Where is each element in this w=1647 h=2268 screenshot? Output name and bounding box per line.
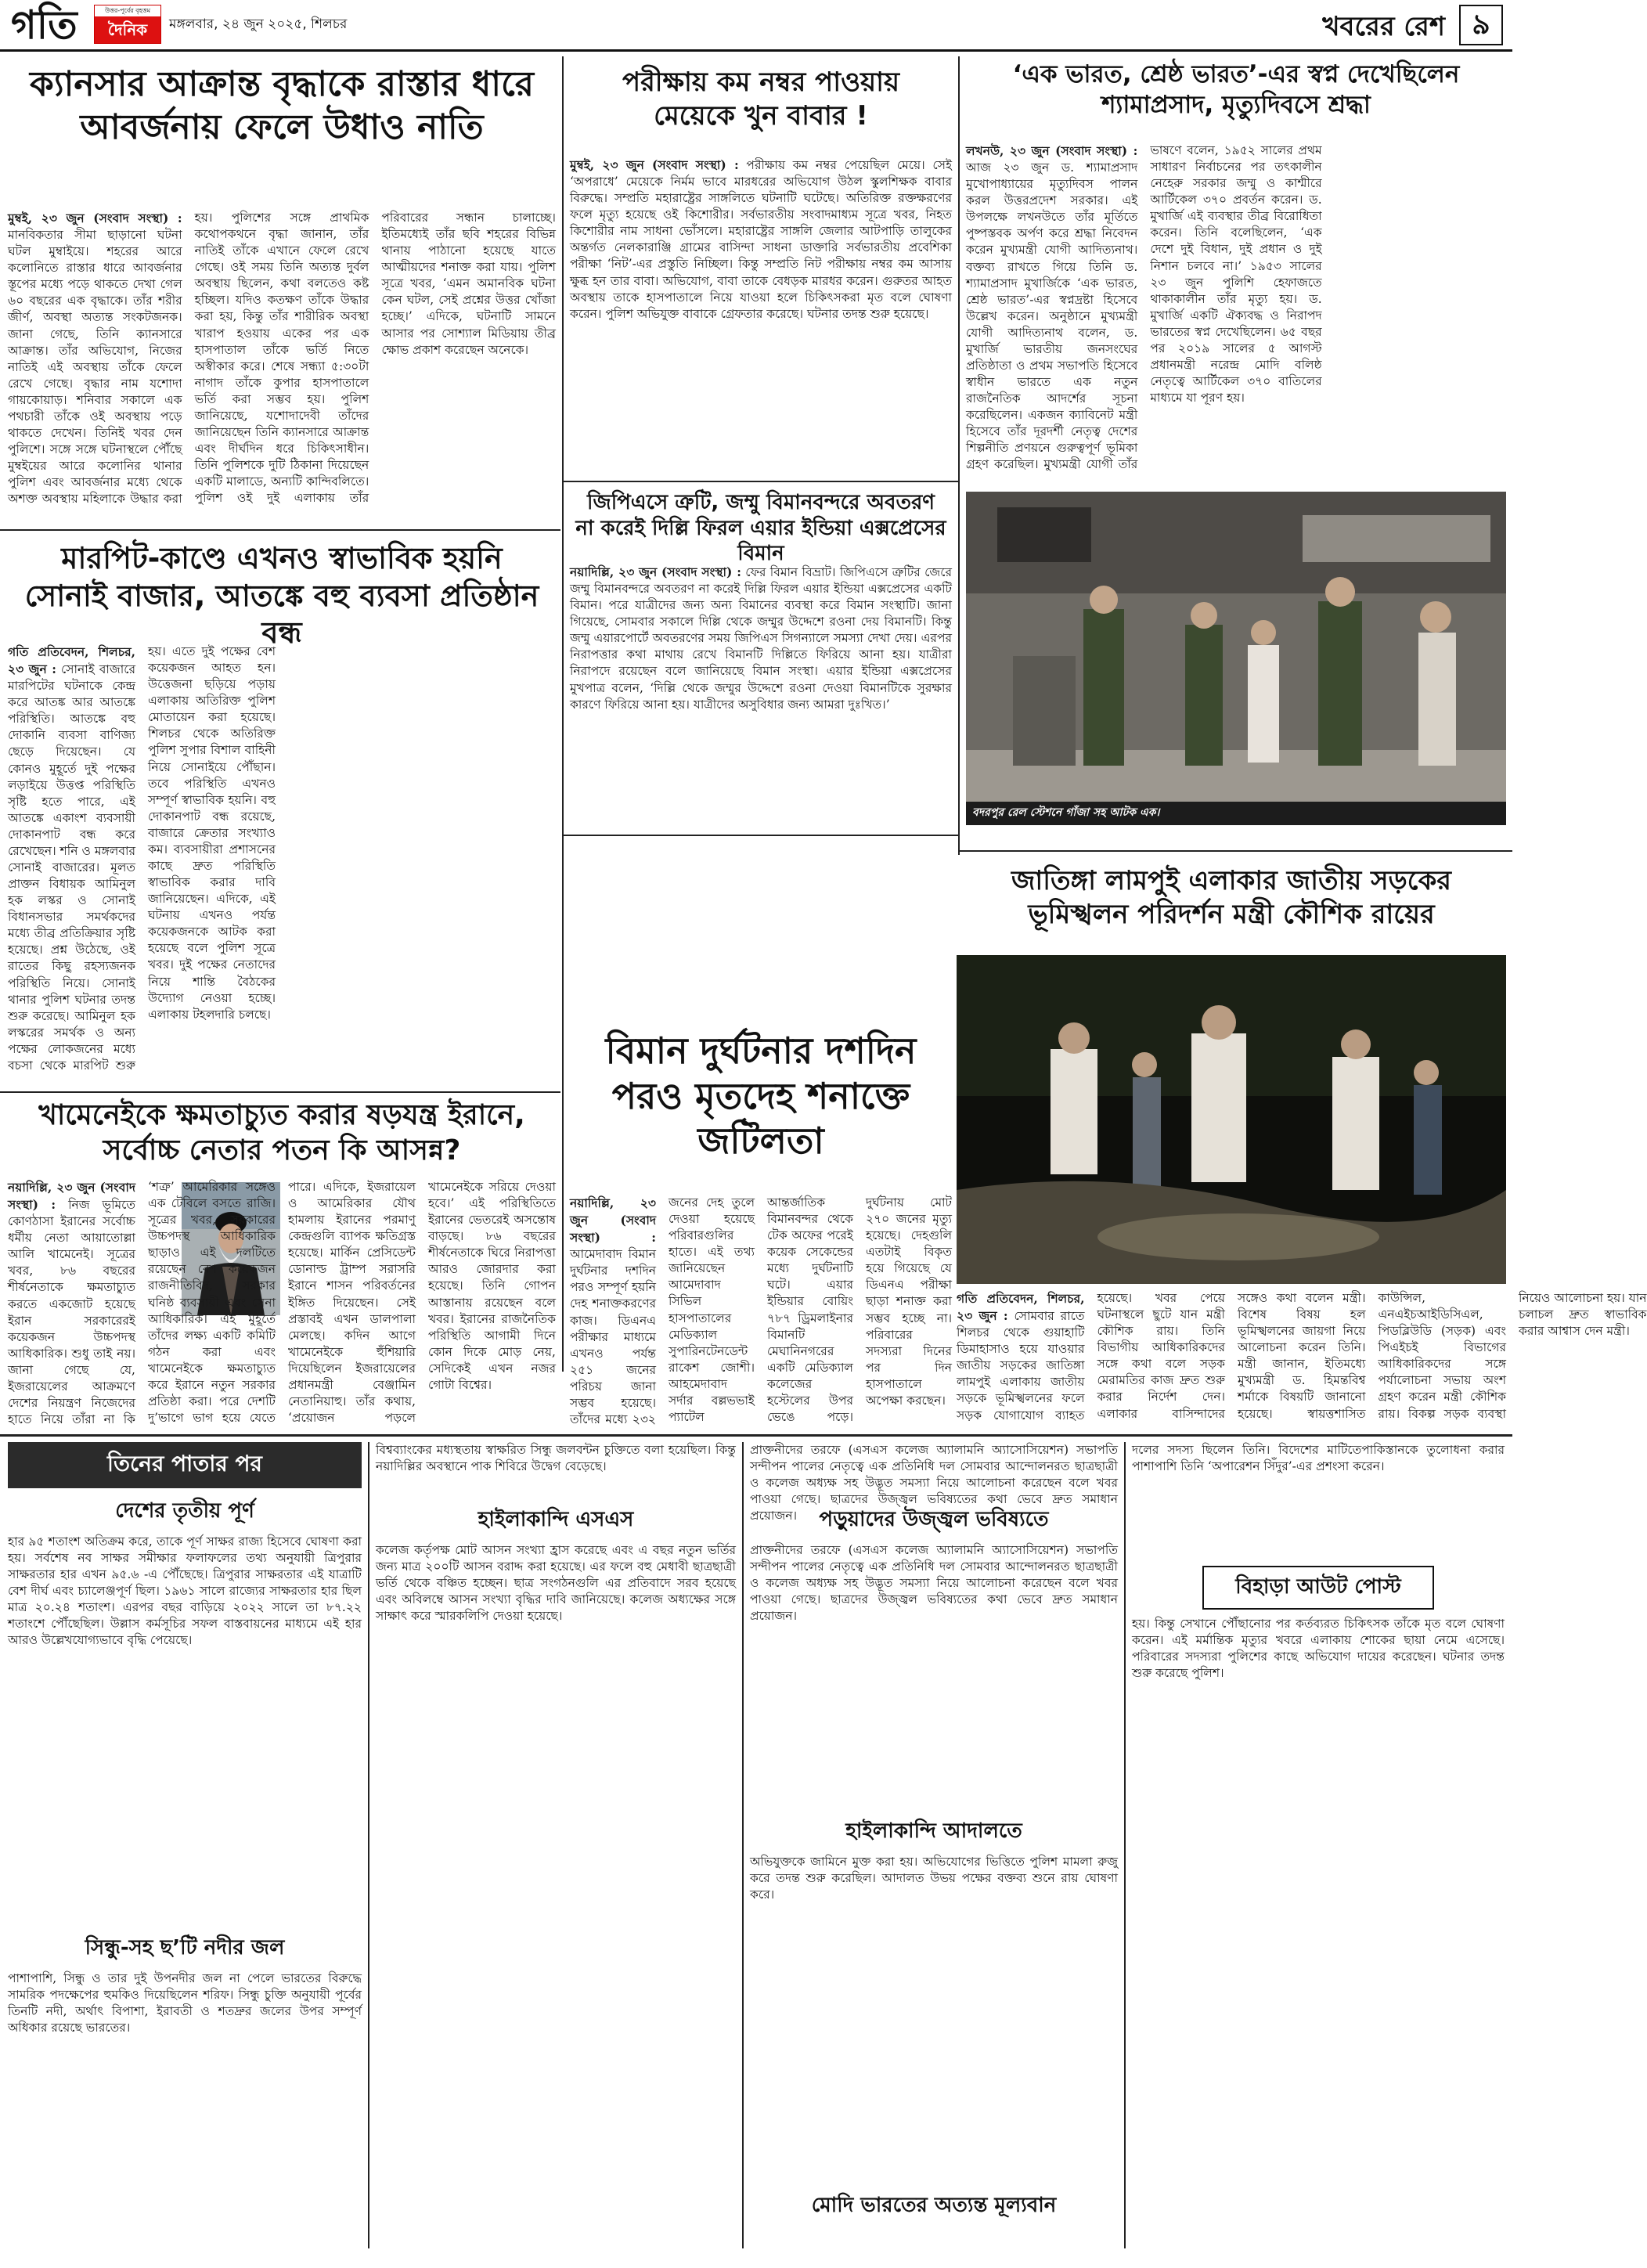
logo-badge [94, 5, 161, 44]
body-text: আমেদাবাদ বিমান দুর্ঘটনার দশদিন পরও সম্পূর্ণ হয়নি দেহ শনাক্তকরণের কাজ। ডিএনএ পরীক্ষার মাধ্যমে এখনও পর্যন্ত ২৫১ জনের পরিচয় জানা সম্ভব হয়েছে। তাঁদের মধ্যে ২৩২ জনের দেহ তুলে দেওয়া হয়েছে পরিবারগুলির হাতে। এই তথ্য জানিয়েছেন আমেদাবাদ সিভিল হাসপাতালের মেডিক্যাল সুপারিনটেনডেন্ট রাকেশ জোশী। আহমেদাবাদ সর্দার বল্লভভাই প্যাটেল আন্তর্জাতিক বিমানবন্দর থেকে টেক অফের পরেই কয়েক সেকেন্ডের মধ্যে দুর্ঘটনাটি ঘটে। এয়ার ইন্ডিয়ার বোয়িং ৭৮৭ ড্রিমলাইনার বিমানটি মেঘানিনগরের একটি মেডিক্যাল কলেজের হস্টেলের উপর ভেঙে পড়ে। দুর্ঘটনায় মোট ২৭০ জনের মৃত্যু হয়েছে। দেহগুলি এতটাই বিকৃত হয়ে গিয়েছে যে ডিএনএ পরীক্ষা ছাড়া শনাক্ত করা সম্ভব হচ্ছে না। পরিবারের সদস্যরা দিনের পর দিন হাসপাতালে অপেক্ষা করছেন। [570, 1195, 952, 1427]
dateline: নয়াদিল্লি, ২৩ জুন (সংবাদ সংস্থা) : [570, 1195, 656, 1246]
subhead: সিন্ধু-সহ ছ’টি নদীর জল [85, 1936, 285, 1960]
masthead [0, 0, 1512, 52]
body-text: দলের সদস্য ছিলেন তিনি। বিদেশের মাটিতেপাকিস্তানকে তুলোধনা করার পাশাপাশি তিনি ‘অপারেশন সিঁদুর’-এর প্রশংসা করেন। [1132, 1443, 1505, 1474]
body-text: প্রাক্তনীদের তরফে (এসএস কলেজ অ্যালামনি অ্যাসোসিয়েশন) সভাপতি সন্দীপন পালের নেতৃত্বে এক প্রতিনিধি দল সোমবার আন্দোলনরত ছাত্রছাত্রী ও কলেজ অধ্যক্ষ সহ উদ্ভূত সমস্যা নিয়ে আলোচনা করেছেন বলে খবর পাওয়া গেছে। ছাত্রদের উজ্জ্বল ভবিষ্যতের কথা ভেবে দ্রুত সমাধান প্রয়োজন। [750, 1543, 1118, 1624]
body-text: কলেজ কর্তৃপক্ষ মোট আসন সংখ্যা হ্রাস করেছে এবং এ বছর নতুন ভর্তির জন্য মাত্র ২০০টি আসন বরাদ্দ করা হয়েছে। এর ফলে বহু মেধাবী ছাত্রছাত্রী ভর্তি থেকে বঞ্চিত হচ্ছেন। ছাত্র সংগঠনগুলি এর প্রতিবাদে সরব হয়েছে এবং অবিলম্বে আসন সংখ্যা বৃদ্ধির দাবি জানিয়েছে। কলেজ অধ্যক্ষের সঙ্গে সাক্ষাৎ করে স্মারকলিপি দেওয়া হয়েছে। [376, 1543, 736, 1624]
dateline: মুম্বই, ২৩ জুন (সংবাদ সংস্থা) : [570, 157, 739, 172]
article-body [966, 142, 1506, 487]
body-text: সোনাই বাজারে মারপিটের ঘটনাকে কেন্দ্র করে আতঙ্ক আর আতঙ্কে পরিস্থিতি। আতঙ্কে বহু দোকানি ব্যবসা বাণিজ্য ছেড়ে দিয়েছেন। যে কোনও মুহূর্তে দুই পক্ষের লড়াইয়ে উত্তপ্ত পরিস্থিতি সৃষ্টি হতে পারে, এই আতঙ্কে একাংশ ব্যবসায়ী দোকানপাট বন্ধ করে রেখেছেন। শনি ও মঙ্গলবার সোনাই বাজারের। মূলত প্রাক্তন বিধায়ক আমিনুল হক লস্কর ও সোনাই বিধানসভার সমর্থকদের মধ্যে তীব্র প্রতিক্রিয়ার সৃষ্টি হয়েছে। প্রশ্ন উঠেছে, ওই রাতের কিছু রহস্যজনক পরিস্থিতি নিয়ে। সোনাই থানার পুলিশ ঘটনার তদন্ত শুরু করেছে। আমিনুল হক লস্করের সমর্থক ও অন্য পক্ষের লোকজনের মধ্যে বচসা থেকে মারপিট শুরু হয়। এতে দুই পক্ষের বেশ কয়েকজন আহত হন। উত্তেজনা ছড়িয়ে পড়ায় এলাকায় অতিরিক্ত পুলিশ মোতায়েন করা হয়েছে। শিলচর থেকে অতিরিক্ত পুলিশ সুপার বিশাল বাহিনী নিয়ে সোনাইয়ে পৌঁছান। তবে পরিস্থিতি এখনও সম্পূর্ণ স্বাভাবিক হয়নি। বহু দোকানপাট বন্ধ রয়েছে, বাজারে ক্রেতার সংখ্যাও কম। ব্যবসায়ীরা প্রশাসনের কাছে দ্রুত পরিস্থিতি স্বাভাবিক করার দাবি জানিয়েছেন। এদিকে, এই ঘটনায় এখনও পর্যন্ত কয়েকজনকে আটক করা হয়েছে বলে পুলিশ সূত্রে খবর। দুই পক্ষের নেতাদের নিয়ে শান্তি বৈঠকের উদ্যোগ নেওয়া হচ্ছে। এলাকায় টহলদারি চলছে। [8, 644, 276, 1073]
article-sonai-market [8, 534, 556, 1090]
continuation-col-3 [750, 1442, 1118, 2248]
page-number: ৯ [1459, 5, 1503, 45]
subhead: মোদি ভারতের অত্যন্ত মূল্যবান [811, 2194, 1057, 2217]
body-text: হয়। কিন্তু সেখানে পৌঁছানোর পর কর্তব্যরত চিকিৎসক তাঁকে মৃত বলে ঘোষণা করেন। এই মর্মান্তিক মৃত্যুর খবরে এলাকায় শোকের ছায়া নেমে এসেছে। পরিবারের সদস্যরা পুলিশের কাছে অভিযোগ দায়ের করেছেন। ঘটনার তদন্ত শুরু করেছে পুলিশ। [1132, 1617, 1505, 1681]
dateline: নয়াদিল্লি, ২৩ জুন (সংবাদ সংস্থা) : [8, 1180, 135, 1213]
body-text: অভিযুক্তকে জামিনে মুক্ত করা হয়। অভিযোগের ভিত্তিতে পুলিশ মামলা রুজু করে তদন্ত শুরু করেছিল। আদালত উভয় পক্ষের বক্তব্য শুনে রায় ঘোষণা করে। [750, 1855, 1118, 1902]
subhead: পড়ুয়াদের উজ্জ্বল ভবিষ্যতে [819, 1508, 1049, 1531]
body-text: মানবিকতার সীমা ছাড়ানো ঘটনা ঘটল মুম্বাইয়ে। শহরের আরে কলোনিতে রাস্তার ধারে আবর্জনার স্তূপের মধ্যে পড়ে থাকতে দেখা গেল ৬০ বছরের এক বৃদ্ধাকে। তাঁর শরীর জীর্ণ, অবস্থা অত্যন্ত সংকটজনক। জানা গেছে, তিনি ক্যানসারে আক্রান্ত। তাঁর অভিযোগ, নিজের নাতিই এই অবস্থায় তাঁকে ফেলে রেখে গেছে। বৃদ্ধার নাম যশোদা গায়কোয়াড়। শনিবার সকালে এক পথচারী তাঁকে ওই অবস্থায় পড়ে থাকতে দেখেন। তিনিই খবর দেন পুলিশে। সঙ্গে সঙ্গে ঘটনাস্থলে পৌঁছে মুম্বইয়ের আরে কলোনির থানার পুলিশ এবং আবর্জনার মধ্যে থেকে অশক্ত অবস্থায় মহিলাকে উদ্ধার করা হয়। পুলিশের সঙ্গে প্রাথমিক কথোপকথনে বৃদ্ধা জানান, তাঁর নাতিই তাঁকে এখানে ফেলে রেখে গেছে। ওই সময় তিনি অত্যন্ত দুর্বল অবস্থায় ছিলেন, কথা বলতেও কষ্ট হচ্ছিল। যদিও কতক্ষণ তাঁকে উদ্ধার করা হয়, কিন্তু তাঁর শারীরিক অবস্থা খারাপ হওয়ায় একের পর এক হাসপাতাল তাঁকে ভর্তি নিতে অস্বীকার করে। শেষে সন্ধ্যা ৫:৩০টা নাগাদ তাঁকে কুপার হাসপাতালে ভর্তি করা সম্ভব হয়। পুলিশ জানিয়েছে, যশোদাদেবী তাঁদের জানিয়েছেন তিনি ক্যানসারে আক্রান্ত এবং দীর্ঘদিন ধরে চিকিৎসাধীন। তিনি পুলিশকে দুটি ঠিকানা দিয়েছেন একটি মালাডে, অন্যটি কান্দিবলিতে। পুলিশ ওই দুই এলাকায় তাঁর পরিবারের সন্ধান চালাচ্ছে। ইতিমধ্যেই তাঁর ছবি শহরের বিভিন্ন থানায় পাঠানো হয়েছে যাতে আত্মীয়দের শনাক্ত করা যায়। পুলিশ সূত্রে খবর, ‘এমন অমানবিক ঘটনা কেন ঘটল, সেই প্রশ্নের উত্তর খোঁজা হচ্ছে।’ এদিকে, ঘটনাটি সামনে আসার পর সোশ্যাল মিডিয়ায় তীব্র ক্ষোভ প্রকাশ করেছেন অনেকে। [8, 211, 556, 507]
article-body [8, 644, 556, 1082]
body-text: প্রাক্তনীদের তরফে (এসএস কলেজ অ্যালামনি অ্যাসোসিয়েশন) সভাপতি সন্দীপন পালের নেতৃত্বে এক প্রতিনিধি দল সোমবার আন্দোলনরত ছাত্রছাত্রী ও কলেজ অধ্যক্ষ সহ উদ্ভূত সমস্যা নিয়ে আলোচনা করেছেন বলে খবর পাওয়া গেছে। ছাত্রদের উজ্জ্বল ভবিষ্যতের কথা ভেবে দ্রুত সমাধান প্রয়োজন। [750, 1443, 1118, 1523]
article-exam-murder [570, 56, 952, 479]
subhead-boxed: বিহাড়া আউট পোস্ট [1202, 1566, 1434, 1610]
badge-bottom: দৈনিক [95, 16, 160, 43]
landslide-photo [957, 955, 1506, 1284]
headline: মারপিট-কাণ্ডে এখনও স্বাভাবিক হয়নি সোনাই বাজার, আতঙ্কে বহু ব্যবসা প্রতিষ্ঠান বন্ধ [24, 541, 539, 650]
body-text: সোমবার রাতে শিলচর থেকে গুয়াহাটি ডিমাহাসাও হয়ে যাওয়ার জাতীয় সড়কের জাতিঙ্গা লামপুই এলাকায় জাতীয় সড়কে ভূমিস্খলনের ফলে সড়ক যোগাযোগ ব্যাহত হয়েছে। খবর পেয়ে ঘটনাস্থলে ছুটে যান মন্ত্রী কৌশিক রায়। তিনি বিভাগীয় আধিকারিকদের সঙ্গে কথা বলে সড়ক মেরামতির কাজ দ্রুত শুরু করার নির্দেশ দেন। এলাকার বাসিন্দাদের সঙ্গেও কথা বলেন মন্ত্রী। বিশেষ বিষয় হল ভূমিস্খলনের জায়গা নিয়ে আলোচনা করেন তিনি। মন্ত্রী জানান, ইতিমধ্যে মুখ্যমন্ত্রী ড. হিমন্তবিশ্ব শর্মাকে বিষয়টি জানানো হয়েছে। স্বায়ত্তশাসিত কাউন্সিল, এনএইচআইডিসিএল, পিডব্লিউডি (সড়ক) এবং পিএইচই বিভাগের আধিকারিকদের সঙ্গে পর্যালোচনা সভায় অংশ গ্রহণ করেন মন্ত্রী কৌশিক রায়। বিকল্প সড়ক ব্যবস্থা নিয়েও আলোচনা হয়। যান চলাচল দ্রুত স্বাভাবিক করার আশ্বাস দেন মন্ত্রী। [957, 1291, 1647, 1422]
subhead: দেশের তৃতীয় পূর্ণ [115, 1499, 254, 1523]
article-khamenei [8, 1094, 556, 1431]
date-place: মঙ্গলবার, ২৪ জুন ২০২৫, শিলচর [169, 16, 348, 32]
article-gps-flight [570, 485, 952, 830]
continuation-col-4 [1132, 1442, 1505, 2248]
dateline: নয়াদিল্লি, ২৩ জুন (সংবাদ সংস্থা) : [570, 564, 741, 579]
body-text: পরীক্ষায় কম নম্বর পেয়েছিল মেয়ে। সেই ‘অপরাধে’ মেয়েকে নির্মম ভাবে মারধরের অভিযোগ উঠল স্কুলশিক্ষক বাবার বিরুদ্ধে। সম্প্রতি মহারাষ্ট্রের সাঙ্গলিতে ঘটনাটি ঘটেছে। অতিরিক্ত রক্তক্ষরণের ফলে মৃত্যু হয়েছে ওই কিশোরীর। সর্বভারতীয় সংবাদমাধ্যম সূত্রে খবর, নিহত কিশোরীর নাম সাধনা ভোঁসলে। মহারাষ্ট্রের সাঙ্গলি জেলার আটপাড়ি তালুকের অন্তর্গত নেলকারাঞ্জি গ্রামের বাসিন্দা সাধনা ডাক্তারি সর্বভারতীয় প্রবেশিকা পরীক্ষা ‘নিট’-এর প্রস্তুতি নিচ্ছিল। কিন্তু সম্প্রতি নিট পরীক্ষায় নম্বর কম আসায় ক্ষুব্ধ হন তার বাবা। অভিযোগ, বাবা তাকে বেধড়ক মারধর করেন। গুরুতর আহত অবস্থায় তাকে হাসপাতালে নিয়ে যাওয়া হলে চিকিৎসকরা মৃত বলে ঘোষণা করেন। পুলিশ অভিযুক্ত বাবাকে গ্রেফতার করেছে। ঘটনার তদন্ত শুরু হয়েছে। [570, 158, 953, 321]
headline: পরীক্ষায় কম নম্বর পাওয়ায় মেয়েকে খুন বাবার ! [622, 67, 900, 132]
badge-top: উত্তর-পূর্বের বৃহত্তম [104, 7, 151, 14]
police-station-photo [966, 492, 1506, 825]
dateline: লখনউ, ২৩ জুন (সংবাদ সংস্থা) : [966, 143, 1138, 158]
body-text: বিশ্বব্যাংকের মধ্যস্থতায় স্বাক্ষরিত সিন্ধু জলবন্টন চুক্তিতে বলা হয়েছিল। কিন্তু নয়াদিল্লির অবস্থানে পাক শিবিরে উদ্বেগ বেড়েছে। [376, 1443, 736, 1474]
headline: ক্যানসার আক্রান্ত বৃদ্ধাকে রাস্তার ধারে আবর্জনায় ফেলে উধাও নাতি [30, 64, 534, 147]
article-body [570, 1195, 952, 1430]
section-banner: তিনের পাতার পর [8, 1442, 362, 1488]
continuation-section [8, 1442, 1505, 2248]
continuation-col-1 [8, 1442, 362, 2248]
dateline: গতি প্রতিবেদন, শিলচর, ২৩ জুন : [8, 644, 135, 677]
headline: খামেনেইকে ক্ষমতাচ্যুত করার ষড়যন্ত্র ইরানে, সর্বোচ্চ নেতার পতন কি আসন্ন? [38, 1099, 525, 1166]
subhead: হাইলাকান্দি এসএস [478, 1508, 634, 1531]
body-text: নিজ ভূমিতে কোণঠাসা ইরানের সর্বোচ্চ ধর্মীয় নেতা আয়াতোল্লা আলি খামেনেই। সূত্রের খবর, ৮৬ বছরের শীর্ষনেতাকে ক্ষমতাচ্যুত করতে একজোট হয়েছে ইরান সরকারেরই কয়েকজন উচ্চপদস্থ আধিকারিক। শুধু তাই নয়। জানা গেছে যে, ইজরায়েলের আক্রমণে দেশের নিয়ন্ত্রণ নিজেদের হাতে নিয়ে তাঁরা না কি ‘শত্রু’ আমেরিকার সঙ্গেও এক টেবিলে বসতে রাজি। সূত্রের খবর, সরকারের উচ্চপদস্থ আধিকারিক ছাড়াও এই দলটিতে রয়েছেন বেশ কয়েকজন রাজনীতিবিদ, সরকার ঘনিষ্ঠ ব্যবসায়ী এবং সেনা আধিকারিক। এই মুহূর্তে তাঁদের লক্ষ্য একটি কমিটি গঠন করা এবং খামেনেইকে ক্ষমতাচ্যুত করে ইরানে নতুন সরকার প্রতিষ্ঠা করা। পরে দেশটি দু’ভাগে ভাগ হয়ে যেতে পারে। এদিকে, ইজরায়েল ও আমেরিকার যৌথ হামলায় ইরানের পরমাণু কেন্দ্রগুলি ব্যাপক ক্ষতিগ্রস্ত হয়েছে। মার্কিন প্রেসিডেন্ট ডোনাল্ড ট্রাম্প সরাসরি ইরানে শাসন পরিবর্তনের ইঙ্গিত দিয়েছেন। সেই প্রস্তাবই এখন ডালপালা মেলছে। কদিন আগে খামেনেইকে হুঁশিয়ারি দিয়েছিলেন ইজরায়েলের প্রধানমন্ত্রী বেঞ্জামিন নেতানিয়াহু। তাঁর কথায়, ‘প্রয়োজন পড়লে খামেনেইকে সরিয়ে দেওয়া হবে।’ এই পরিস্থিতিতে ইরানের ভেতরেই অসন্তোষ বাড়ছে। ৮৬ বছরের শীর্ষনেতাকে ঘিরে নিরাপত্তা আরও জোরদার করা হয়েছে। তিনি গোপন আস্তানায় রয়েছেন বলে খবর। ইরানের রাজনৈতিক পরিস্থিতি আগামী দিনে কোন দিকে মোড় নেয়, সেদিকেই এখন নজর গোটা বিশ্বের। [8, 1180, 556, 1427]
body-text: ফের বিমান বিভ্রাট। জিপিএসে ত্রুটির জেরে জম্মু বিমানবন্দরে অবতরণ না করেই দিল্লি ফিরল এয়ার ইন্ডিয়া এক্সপ্রেসের একটি বিমান। পরে যাত্রীদের জন্য অন্য বিমানের ব্যবস্থা করে বিমান সংস্থাটি। জানা গিয়েছে, সোমবার সকালে দিল্লি থেকে জম্মুর উদ্দেশে রওনা দেয় বিমানটি। কিন্তু জম্মু এয়ারপোর্টে অবতরণের সময় জিপিএস সিগন্যালে সমস্যা দেখা দেয়। এরপর নিরাপত্তার কথা মাথায় রেখে বিমানটি দিল্লিতে ফিরিয়ে আনা হয়। যাত্রীরা নিরাপদে রয়েছেন বলে জানিয়েছে বিমান সংস্থা। এয়ার ইন্ডিয়া এক্সপ্রেসের মুখপাত্র বলেন, ‘দিল্লি থেকে জম্মুর উদ্দেশে রওনা দেওয়া বিমানটিকে সুরক্ষার কারণে ফিরিয়ে আনা হয়। যাত্রীদের অসুবিধার জন্য আমরা দুঃখিত।’ [570, 565, 952, 712]
article-cancer-grandmother [8, 56, 556, 526]
logo: গতি [11, 2, 77, 48]
photo-caption: বদরপুর রেল স্টেশনে গাঁজা সহ আটক এক। [972, 806, 1160, 819]
dateline: গতি প্রতিবেদন, শিলচর, ২৩ জুন : [957, 1291, 1085, 1324]
continuation-col-2 [376, 1442, 736, 2248]
body-text: পাশাপাশি, সিন্ধু ও তার দুই উপনদীর জল না পেলে ভারতের বিরুদ্ধে সামরিক পদক্ষেপের হুমকিও দিয়েছিলেন শরিফ। সিন্ধু চুক্তি অনুযায়ী পূর্বের তিনটি নদী, অর্থাৎ বিপাশা, ইরাবতী ও শতদ্রুর জলের উপর সম্পূর্ণ অধিকার রয়েছে ভারতের। [8, 1971, 362, 2035]
article-body [570, 564, 952, 830]
section-name: খবরের রেশ [1322, 11, 1445, 42]
headline: জিপিএসে ত্রুটি, জম্মু বিমানবন্দরে অবতরণ না করেই দিল্লি ফিরল এয়ার ইন্ডিয়া এক্সপ্রেসের বিমান [575, 491, 946, 565]
dateline: মুম্বই, ২৩ জুন (সংবাদ সংস্থা) : [8, 211, 182, 225]
headline: বিমান দুর্ঘটনার দশদিন পরও মৃতদেহ শনাক্তে জটিলতা [605, 1029, 917, 1162]
article-shyamaprasad [966, 56, 1506, 847]
article-landslide [957, 855, 1647, 1431]
headline: জাতিঙ্গা লামপুই এলাকার জাতীয় সড়কের ভূমিস্খলন পরিদর্শন মন্ত্রী কৌশিক রায়ের [1011, 865, 1451, 930]
article-body [957, 1290, 1647, 1431]
headline: ‘এক ভারত, শ্রেষ্ঠ ভারত’-এর স্বপ্ন দেখেছিলেন শ্যামাপ্রসাদ, মৃত্যুদিবসে শ্রদ্ধা [1012, 60, 1460, 119]
body-text: হার ৯৫ শতাংশ অতিক্রম করে, তাকে পূর্ণ সাক্ষর রাজ্য হিসেবে ঘোষণা করা হয়। সর্বশেষ নব সাক্ষর সমীক্ষার ফলাফলের তথ্য অনুযায়ী ত্রিপুরার সাক্ষরতার হার এখন ৯৫.৬ -এ পৌঁছেছে। ত্রিপুরার সাক্ষরতার এই যাত্রাটি বেশ দীর্ঘ এবং চ্যালেঞ্জপূর্ণ ছিল। ১৯৬১ সালে রাজ্যের সাক্ষরতার হার ছিল মাত্র ২০.২৪ শতাংশ। এরপর বছর বাড়িয়ে ২০২২ সালে তা ৮৭.২২ শতাংশে পৌঁছেছিল। উল্লাস কর্মসূচির সফল বাস্তবায়নের মাধ্যমে এই হার আরও উল্লেখযোগ্যভাবে বৃদ্ধি পেয়েছে। [8, 1534, 362, 1648]
body-text: আজ ২৩ জুন ড. শ্যামাপ্রসাদ মুখোপাধ্যায়ের মৃত্যুদিবস পালন করল উত্তরপ্রদেশ সরকার। এই উপলক্ষে লখনউতে তাঁর মূর্তিতে পুষ্পস্তবক অর্পণ করে শ্রদ্ধা নিবেদন করেন মুখ্যমন্ত্রী যোগী আদিত্যনাথ। বক্তব্য রাখতে গিয়ে তিনি ড. শ্যামাপ্রসাদ মুখার্জিকে ‘এক ভারত, শ্রেষ্ঠ ভারত’-এর স্বপ্নদ্রষ্টা হিসেবে উল্লেখ করেন। অনুষ্ঠানে মুখ্যমন্ত্রী যোগী আদিত্যনাথ বলেন, ড. মুখার্জি ভারতীয় জনসংঘের প্রতিষ্ঠাতা ও প্রথম সভাপতি হিসেবে স্বাধীন ভারতে এক নতুন রাজনৈতিক আদর্শের সূচনা করেছিলেন। একজন ক্যাবিনেট মন্ত্রী হিসেবে তাঁর দূরদর্শী নেতৃত্ব দেশের শিল্পনীতি প্রণয়নে গুরুত্বপূর্ণ ভূমিকা গ্রহণ করেছিল। মুখ্যমন্ত্রী যোগী তাঁর ভাষণে বলেন, ১৯৫২ সালের প্রথম সাধারণ নির্বাচনের পর তৎকালীন নেহেরু সরকার জম্মু ও কাশ্মীরে আর্টিকেল ৩৭০ প্রবর্তন করেন। ড. মুখার্জি এই ব্যবস্থার তীব্র বিরোধিতা করেন। তিনি বলেছিলেন, ‘এক দেশে দুই বিধান, দুই প্রধান ও দুই নিশান চলবে না।’ ১৯৫৩ সালের ২৩ জুন পুলিশি হেফাজতে থাকাকালীন তাঁর মৃত্যু হয়। ড. মুখার্জি একটি ঐক্যবদ্ধ ও নিরাপদ ভারতের স্বপ্ন দেখেছিলেন। ৬৫ বছর পর ২০১৯ সালের ৫ আগস্ট প্রধানমন্ত্রী নরেন্দ্র মোদি বলিষ্ঠ নেতৃত্বে আর্টিকেল ৩৭০ বাতিলের মাধ্যমে যা পূরণ হয়। [966, 143, 1322, 472]
article-body [8, 1179, 556, 1430]
article-body [570, 157, 952, 478]
subhead: হাইলাকান্দি আদালতে [845, 1819, 1022, 1843]
article-body [8, 210, 556, 515]
